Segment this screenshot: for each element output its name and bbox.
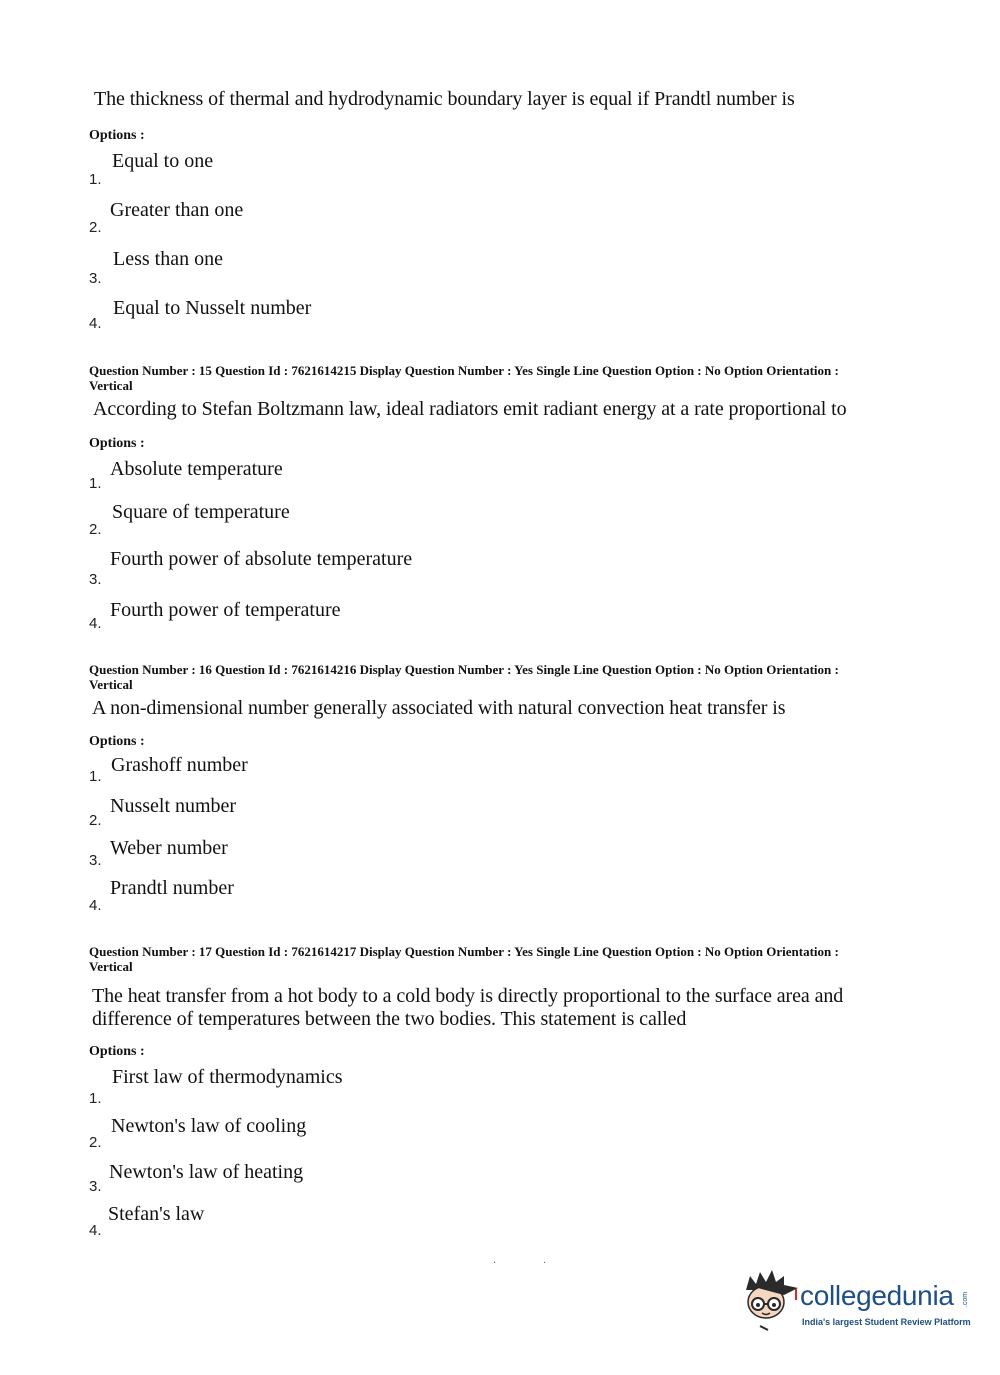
scan-dot: · [493,1258,497,1269]
question-17-text: The heat transfer from a hot body to a cold body is directly proportional to the surface area and difference of temperatures between the two bodies. This statement is called [92,985,844,1030]
q16-option-4-number: 4. [89,897,102,914]
q16-option-1-text: Grashoff number [111,754,248,776]
options-label: Options : [89,1044,145,1059]
q14-option-2-number: 2. [89,219,102,236]
q15-option-2-text: Square of temperature [112,501,290,523]
question-16-text: A non-dimensional number generally associated with natural convection heat transfer is [92,697,786,719]
question-14-text: The thickness of thermal and hydrodynamic boundary layer is equal if Prandtl number is [94,88,795,110]
brand-name: collegedunia [800,1280,954,1311]
question-16-meta: Question Number : 16 Question Id : 7621614216 Display Question Number : Yes Single Line Question Option : No Option Orientation : Vertical [89,662,839,692]
q16-option-3-number: 3. [89,852,102,869]
options-label: Options : [89,436,145,451]
q17-option-4-text: Stefan's law [108,1203,205,1225]
q17-option-4-number: 4. [89,1222,102,1239]
q14-option-3-number: 3. [89,270,102,287]
options-label: Options : [89,128,145,143]
q15-option-3-text: Fourth power of absolute temperature [110,548,413,570]
q16-option-2-number: 2. [89,812,102,829]
q14-option-1-text: Equal to one [112,150,214,172]
question-17-meta: Question Number : 17 Question Id : 7621614217 Display Question Number : Yes Single Line Question Option : No Option Orientation : Vertical [89,944,839,974]
mascot-icon [740,1268,802,1338]
brand-suffix: .com [962,1291,970,1308]
question-15-text: According to Stefan Boltzmann law, ideal radiators emit radiant energy at a rate proportional to [93,398,847,420]
q16-option-2-text: Nusselt number [110,795,237,817]
q14-option-1-number: 1. [89,171,102,188]
brand-tagline: India's largest Student Review Platform [802,1317,971,1327]
q14-option-4-number: 4. [89,315,102,332]
q16-option-3-text: Weber number [110,837,228,859]
q17-option-2-text: Newton's law of cooling [111,1115,307,1137]
q15-option-2-number: 2. [89,521,102,538]
q15-option-1-number: 1. [89,475,102,492]
q17-option-1-text: First law of thermodynamics [112,1066,343,1088]
q16-option-1-number: 1. [89,768,102,785]
q17-option-2-number: 2. [89,1134,102,1151]
q14-option-3-text: Less than one [113,248,223,270]
q17-option-3-text: Newton's law of heating [109,1161,304,1183]
q14-option-4-text: Equal to Nusselt number [113,297,312,319]
question-15-meta: Question Number : 15 Question Id : 7621614215 Display Question Number : Yes Single Line Question Option : No Option Orientation : Vertical [89,363,839,393]
q15-option-4-number: 4. [89,615,102,632]
scan-dot: · [543,1258,547,1269]
q17-option-1-number: 1. [89,1090,102,1107]
collegedunia-logo [740,1268,980,1338]
q14-option-2-text: Greater than one [110,199,244,221]
q17-option-3-number: 3. [89,1178,102,1195]
q16-option-4-text: Prandtl number [110,877,234,899]
q15-option-1-text: Absolute temperature [110,458,283,480]
q15-option-3-number: 3. [89,571,102,588]
options-label: Options : [89,734,145,749]
q15-option-4-text: Fourth power of temperature [110,599,341,621]
